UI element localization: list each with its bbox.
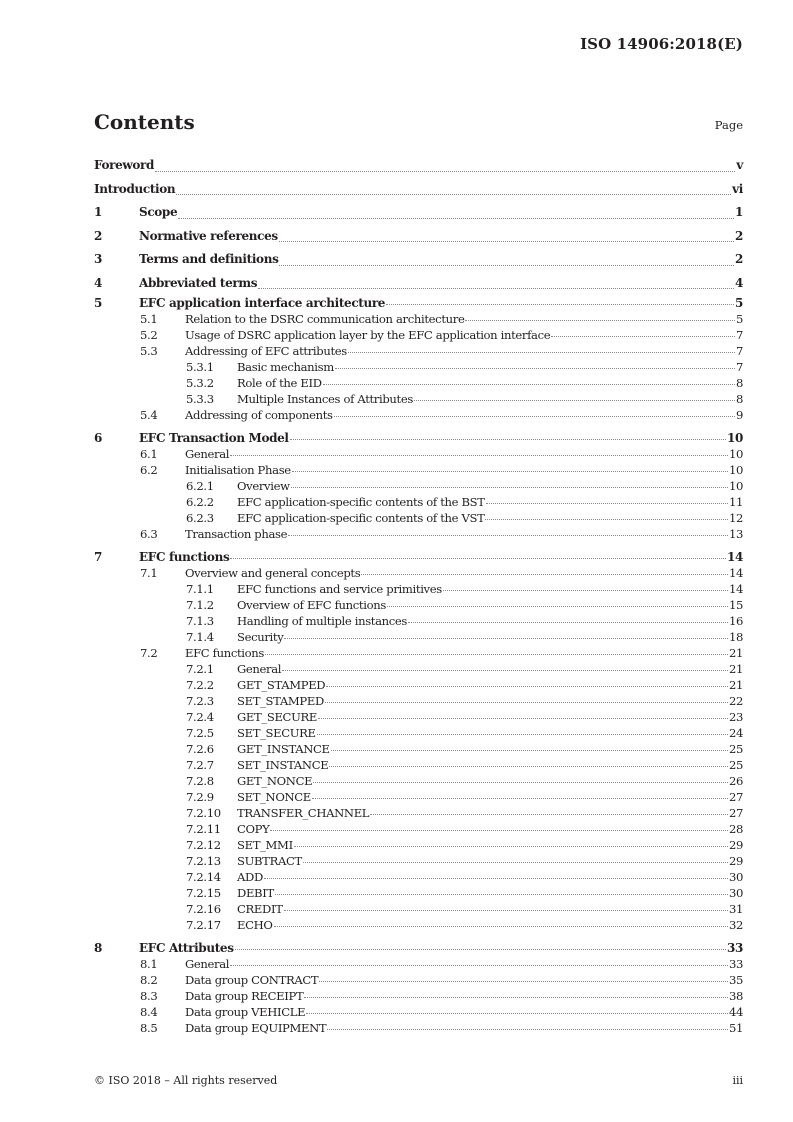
dot-leader xyxy=(230,965,728,966)
toc-entry-number: 7.2.16 xyxy=(186,902,221,916)
toc-entry-title[interactable]: Data group EQUIPMENT xyxy=(185,1021,327,1035)
dot-leader xyxy=(327,1029,728,1030)
toc-entry[interactable] xyxy=(94,1020,743,1036)
toc-entry-number: 5.3.3 xyxy=(186,392,214,406)
toc-entry-page[interactable]: 12 xyxy=(728,511,743,525)
dot-leader xyxy=(178,218,734,219)
toc-entry-number: 5.3 xyxy=(140,344,158,358)
toc-entry-title[interactable]: EFC Transaction Model xyxy=(139,431,289,445)
dot-leader xyxy=(292,471,728,472)
toc-entry-title[interactable]: SET_SECURE xyxy=(237,726,316,740)
toc-entry-title[interactable]: Data group RECEIPT xyxy=(185,989,304,1003)
toc-entry-page[interactable]: 7 xyxy=(735,360,743,374)
dot-leader xyxy=(303,862,728,863)
toc-entry-number: 3 xyxy=(94,252,102,266)
toc-entry-number: 7.1.1 xyxy=(186,582,214,596)
toc-entry-title[interactable]: General xyxy=(185,957,230,971)
toc-entry-page[interactable]: 10 xyxy=(728,479,743,493)
toc-entry-title[interactable]: Basic mechanism xyxy=(237,360,334,374)
toc-entry[interactable] xyxy=(94,956,743,972)
toc-entry[interactable] xyxy=(94,853,743,869)
toc-entry[interactable] xyxy=(94,885,743,901)
toc-entry[interactable] xyxy=(94,940,743,956)
toc-entry-page[interactable]: 21 xyxy=(728,678,743,692)
dot-leader xyxy=(318,718,728,719)
toc-entry[interactable] xyxy=(94,597,743,613)
toc-entry[interactable] xyxy=(94,248,743,272)
toc-entry-number: 8.1 xyxy=(140,957,158,971)
toc-entry-number: 7.2.17 xyxy=(186,918,221,932)
toc-entry-number: 7.2.12 xyxy=(186,838,221,852)
toc-entry-page[interactable]: 2 xyxy=(735,252,743,266)
toc-entry-title[interactable]: Transaction phase xyxy=(185,527,288,541)
page-footer xyxy=(94,1074,743,1087)
toc-entry-number: 6.2.1 xyxy=(186,479,214,493)
toc-entry[interactable] xyxy=(94,789,743,805)
dot-leader xyxy=(312,798,728,799)
toc-entry-number: 8 xyxy=(94,941,102,955)
dot-leader xyxy=(387,606,728,607)
toc-entry[interactable] xyxy=(94,311,743,327)
toc-entry[interactable] xyxy=(94,462,743,478)
toc-entry[interactable] xyxy=(94,972,743,988)
dot-leader xyxy=(326,686,728,687)
toc-entry-title[interactable]: Overview of EFC functions xyxy=(237,598,386,612)
toc-entry-number: 8.4 xyxy=(140,1005,158,1019)
toc-entry-title[interactable]: Overview and general concepts xyxy=(185,566,361,580)
toc-entry-number: 6.1 xyxy=(140,447,158,461)
dot-leader xyxy=(551,336,735,337)
dot-leader xyxy=(370,814,728,815)
dot-leader xyxy=(323,384,735,385)
toc-entry-title[interactable]: GET_STAMPED xyxy=(237,678,326,692)
toc-entry[interactable] xyxy=(94,837,743,853)
toc-entry-page[interactable]: 21 xyxy=(728,646,743,660)
toc-entry-title[interactable]: Overview xyxy=(237,479,290,493)
toc-entry[interactable] xyxy=(94,494,743,510)
toc-entry-page[interactable]: 18 xyxy=(728,630,743,644)
toc-entry-title[interactable]: CREDIT xyxy=(237,902,283,916)
toc-entry[interactable] xyxy=(94,430,743,446)
toc-entry-page[interactable]: 13 xyxy=(728,527,743,541)
toc-entry-title[interactable]: Role of the EID xyxy=(237,376,322,390)
copyright-notice: © ISO 2018 – All rights reserved xyxy=(94,1074,278,1087)
toc-entry-number: 5 xyxy=(94,296,102,310)
toc-entry[interactable] xyxy=(94,478,743,494)
toc-entry-page[interactable]: 2 xyxy=(735,228,743,243)
toc-entry-page[interactable]: 1 xyxy=(735,205,743,219)
toc-entry[interactable] xyxy=(94,805,743,821)
toc-entry[interactable] xyxy=(94,295,743,311)
toc-entry-page[interactable]: 14 xyxy=(728,566,743,580)
toc-entry[interactable] xyxy=(94,1004,743,1020)
dot-leader xyxy=(465,320,735,321)
toc-entry-number: 7.2.5 xyxy=(186,726,214,740)
toc-entry[interactable] xyxy=(94,613,743,629)
toc-entry[interactable] xyxy=(94,741,743,757)
toc-entry-page[interactable]: 7 xyxy=(735,328,743,342)
toc-entry-page[interactable]: 7 xyxy=(735,344,743,358)
dot-leader xyxy=(274,926,728,927)
toc-entry-title[interactable]: SUBTRACT xyxy=(237,854,302,868)
toc-entry[interactable] xyxy=(94,869,743,885)
toc-entry-page[interactable]: 30 xyxy=(728,870,743,884)
toc-entry-title[interactable]: GET_INSTANCE xyxy=(237,742,330,756)
toc-entry-number: 7.2.11 xyxy=(186,822,221,836)
dot-leader xyxy=(282,670,728,671)
toc-entry[interactable] xyxy=(94,629,743,645)
toc-entry[interactable] xyxy=(94,510,743,526)
toc-entry-page[interactable]: 27 xyxy=(728,806,743,820)
toc-entry[interactable] xyxy=(94,359,743,375)
toc-entry-page[interactable]: 15 xyxy=(728,598,743,612)
toc-entry-number: 7.2.10 xyxy=(186,806,221,820)
table-of-contents xyxy=(94,154,743,1036)
toc-entry-title[interactable]: ADD xyxy=(237,870,263,884)
toc-entry-title[interactable]: Usage of DSRC application layer by the EFC application interface xyxy=(185,328,551,342)
toc-entry-title[interactable]: Scope xyxy=(139,205,178,219)
toc-entry-page[interactable]: vi xyxy=(732,181,743,196)
toc-entry-page[interactable]: 10 xyxy=(728,447,743,461)
dot-leader xyxy=(485,519,727,520)
dot-leader xyxy=(270,830,728,831)
toc-entry[interactable] xyxy=(94,773,743,789)
page-title: Contents xyxy=(94,110,195,134)
toc-entry-title[interactable]: EFC functions xyxy=(185,646,264,660)
toc-entry-page[interactable]: 8 xyxy=(735,392,743,406)
toc-entry-number: 5.4 xyxy=(140,408,158,422)
toc-entry-title[interactable]: GET_SECURE xyxy=(237,710,317,724)
toc-entry-number: 5.3.1 xyxy=(186,360,214,374)
toc-entry-number: 8.5 xyxy=(140,1021,158,1035)
toc-entry-number: 7.2.14 xyxy=(186,870,221,884)
dot-leader xyxy=(443,590,728,591)
toc-entry[interactable] xyxy=(94,661,743,677)
dot-leader xyxy=(230,558,726,559)
toc-entry-page[interactable]: 9 xyxy=(735,408,743,422)
toc-entry-title[interactable]: Multiple Instances of Attributes xyxy=(237,392,413,406)
toc-entry-page[interactable]: 14 xyxy=(727,550,743,564)
toc-entry-number: 7.2.6 xyxy=(186,742,214,756)
toc-entry-title[interactable]: Abbreviated terms xyxy=(139,275,258,290)
toc-entry[interactable] xyxy=(94,154,743,178)
toc-entry[interactable] xyxy=(94,821,743,837)
dot-leader xyxy=(230,455,728,456)
toc-entry-page[interactable]: 5 xyxy=(735,312,743,326)
toc-entry-title[interactable]: GET_NONCE xyxy=(237,774,313,788)
toc-entry-title[interactable]: Terms and definitions xyxy=(139,252,279,266)
contents-heading-row xyxy=(94,110,743,134)
toc-entry[interactable] xyxy=(94,693,743,709)
toc-entry-title[interactable]: EFC Attributes xyxy=(139,941,234,955)
toc-entry-number: 7.2 xyxy=(140,646,158,660)
toc-entry-title[interactable]: Security xyxy=(237,630,284,644)
toc-entry-page[interactable]: 32 xyxy=(728,918,743,932)
toc-entry[interactable] xyxy=(94,677,743,693)
toc-entry-number: 7.1.3 xyxy=(186,614,214,628)
toc-entry-page[interactable]: v xyxy=(736,158,743,172)
toc-entry-number: 7 xyxy=(94,550,102,564)
toc-entry-page[interactable]: 8 xyxy=(735,376,743,390)
toc-entry[interactable] xyxy=(94,709,743,725)
toc-entry-page[interactable]: 10 xyxy=(728,463,743,477)
toc-entry[interactable] xyxy=(94,757,743,773)
toc-entry-title[interactable]: SET_NONCE xyxy=(237,790,311,804)
toc-entry-page[interactable]: 25 xyxy=(728,758,743,772)
toc-entry-page[interactable]: 51 xyxy=(728,1021,743,1035)
dot-leader xyxy=(291,487,728,488)
toc-entry[interactable] xyxy=(94,225,743,249)
dot-leader xyxy=(304,997,728,998)
toc-entry-page[interactable]: 11 xyxy=(728,495,743,509)
toc-entry-page[interactable]: 10 xyxy=(727,431,743,445)
dot-leader xyxy=(335,368,735,369)
toc-entry-number: 7.2.7 xyxy=(186,758,214,772)
toc-entry[interactable] xyxy=(94,391,743,407)
dot-leader xyxy=(408,622,728,623)
dot-leader xyxy=(361,574,728,575)
toc-entry-number: 8.3 xyxy=(140,989,158,1003)
toc-entry-number: 6.3 xyxy=(140,527,158,541)
dot-leader xyxy=(284,910,728,911)
dot-leader xyxy=(155,171,735,172)
dot-leader xyxy=(275,894,728,895)
toc-entry-number: 6.2.3 xyxy=(186,511,214,525)
toc-entry[interactable] xyxy=(94,549,743,565)
page-number: iii xyxy=(732,1074,743,1087)
dot-leader xyxy=(235,949,726,950)
toc-entry[interactable] xyxy=(94,446,743,462)
toc-entry[interactable] xyxy=(94,988,743,1004)
toc-entry-page[interactable]: 23 xyxy=(728,710,743,724)
dot-leader xyxy=(331,750,728,751)
toc-entry-number: 7.2.13 xyxy=(186,854,221,868)
toc-entry-title[interactable]: SET_STAMPED xyxy=(237,694,324,708)
toc-entry-page[interactable]: 35 xyxy=(728,973,743,987)
toc-entry-page[interactable]: 28 xyxy=(728,822,743,836)
toc-entry-number: 7.2.1 xyxy=(186,662,214,676)
toc-entry-title[interactable]: Data group VEHICLE xyxy=(185,1005,306,1019)
toc-entry-number: 4 xyxy=(94,275,102,290)
toc-entry-title[interactable]: Addressing of components xyxy=(185,408,333,422)
toc-entry-title[interactable]: Initialisation Phase xyxy=(185,463,291,477)
toc-entry[interactable] xyxy=(94,565,743,581)
dot-leader xyxy=(265,654,728,655)
toc-entry[interactable] xyxy=(94,375,743,391)
page-column-label: Page xyxy=(714,118,743,132)
dot-leader xyxy=(306,1013,728,1014)
toc-entry-number: 5.3.2 xyxy=(186,376,214,390)
toc-entry-page[interactable]: 30 xyxy=(728,886,743,900)
toc-entry-number: 1 xyxy=(94,205,102,219)
dot-leader xyxy=(317,734,728,735)
dot-leader xyxy=(329,766,728,767)
dot-leader xyxy=(319,981,728,982)
toc-entry-page[interactable]: 29 xyxy=(728,854,743,868)
toc-entry[interactable] xyxy=(94,645,743,661)
toc-entry-page[interactable]: 21 xyxy=(728,662,743,676)
toc-entry[interactable] xyxy=(94,272,743,296)
toc-entry-number: 7.1.4 xyxy=(186,630,214,644)
toc-entry-page[interactable]: 29 xyxy=(728,838,743,852)
document-identifier: ISO 14906:2018(E) xyxy=(580,35,743,53)
toc-entry-page[interactable]: 26 xyxy=(728,774,743,788)
toc-entry-number: 8.2 xyxy=(140,973,158,987)
dot-leader xyxy=(325,702,728,703)
toc-entry-page[interactable]: 24 xyxy=(728,726,743,740)
toc-entry-page[interactable]: 38 xyxy=(728,989,743,1003)
toc-entry-number: 7.1 xyxy=(140,566,158,580)
toc-entry-page[interactable]: 33 xyxy=(728,957,743,971)
toc-entry[interactable] xyxy=(94,178,743,202)
toc-entry-title[interactable]: Handling of multiple instances xyxy=(237,614,408,628)
toc-entry[interactable] xyxy=(94,201,743,225)
toc-entry-page[interactable]: 44 xyxy=(728,1005,743,1019)
dot-leader xyxy=(486,503,728,504)
toc-entry[interactable] xyxy=(94,725,743,741)
toc-entry[interactable] xyxy=(94,917,743,933)
toc-entry-title[interactable]: ECHO xyxy=(237,918,273,932)
toc-entry-number: 7.2.4 xyxy=(186,710,214,724)
toc-entry-title[interactable]: Data group CONTRACT xyxy=(185,973,319,987)
toc-entry-page[interactable]: 31 xyxy=(728,902,743,916)
toc-entry-number: 2 xyxy=(94,228,102,243)
toc-entry-title[interactable]: EFC application-specific contents of the BST xyxy=(237,495,485,509)
toc-entry-title[interactable]: SET_MMI xyxy=(237,838,293,852)
toc-entry-title[interactable]: EFC functions and service primitives xyxy=(237,582,442,596)
toc-entry-page[interactable]: 25 xyxy=(728,742,743,756)
toc-entry-title[interactable]: General xyxy=(237,662,282,676)
dot-leader xyxy=(176,194,731,195)
toc-entry-title[interactable]: EFC functions xyxy=(139,550,230,564)
toc-entry-number: 7.2.8 xyxy=(186,774,214,788)
toc-entry-page[interactable]: 5 xyxy=(735,296,743,310)
toc-entry-number: 7.2.2 xyxy=(186,678,214,692)
dot-leader xyxy=(334,416,735,417)
toc-entry-title[interactable]: EFC application interface architecture xyxy=(139,296,386,310)
dot-leader xyxy=(279,265,734,266)
toc-entry-number: 5.1 xyxy=(140,312,158,326)
dot-leader xyxy=(294,846,728,847)
dot-leader xyxy=(258,288,734,289)
dot-leader xyxy=(288,535,728,536)
toc-entry-title[interactable]: Addressing of EFC attributes xyxy=(185,344,347,358)
toc-entry-title[interactable]: Normative references xyxy=(139,228,278,243)
toc-entry[interactable] xyxy=(94,327,743,343)
toc-entry-number: 6.2.2 xyxy=(186,495,214,509)
toc-entry-page[interactable]: 27 xyxy=(728,790,743,804)
toc-entry-page[interactable]: 14 xyxy=(728,582,743,596)
dot-leader xyxy=(414,400,735,401)
toc-entry-page[interactable]: 4 xyxy=(735,275,743,290)
dot-leader xyxy=(290,439,726,440)
toc-entry-title[interactable]: General xyxy=(185,447,230,461)
toc-entry-number: 7.2.15 xyxy=(186,886,221,900)
toc-entry-page[interactable]: 22 xyxy=(728,694,743,708)
toc-entry-title[interactable]: EFC application-specific contents of the VST xyxy=(237,511,485,525)
dot-leader xyxy=(313,782,728,783)
toc-entry-number: 6 xyxy=(94,431,102,445)
toc-entry-number: 6.2 xyxy=(140,463,158,477)
toc-entry-title[interactable]: SET_INSTANCE xyxy=(237,758,329,772)
toc-entry-title[interactable]: TRANSFER_CHANNEL xyxy=(237,806,370,820)
toc-entry-number: 7.2.3 xyxy=(186,694,214,708)
dot-leader xyxy=(284,638,728,639)
toc-entry[interactable] xyxy=(94,407,743,423)
toc-entry-title[interactable]: COPY xyxy=(237,822,270,836)
toc-entry-page[interactable]: 33 xyxy=(727,941,743,955)
toc-entry-number: 7.2.9 xyxy=(186,790,214,804)
toc-entry-title[interactable]: Foreword xyxy=(94,158,155,172)
dot-leader xyxy=(279,241,734,242)
toc-entry[interactable] xyxy=(94,343,743,359)
toc-entry-page[interactable]: 16 xyxy=(728,614,743,628)
toc-entry[interactable] xyxy=(94,581,743,597)
toc-entry-number: 5.2 xyxy=(140,328,158,342)
toc-entry-title[interactable]: Introduction xyxy=(94,181,176,196)
dot-leader xyxy=(264,878,728,879)
toc-entry-number: 7.1.2 xyxy=(186,598,214,612)
dot-leader xyxy=(386,304,734,305)
dot-leader xyxy=(348,352,735,353)
toc-entry-title[interactable]: DEBIT xyxy=(237,886,274,900)
toc-entry[interactable] xyxy=(94,526,743,542)
toc-entry[interactable] xyxy=(94,901,743,917)
toc-entry-title[interactable]: Relation to the DSRC communication architecture xyxy=(185,312,465,326)
